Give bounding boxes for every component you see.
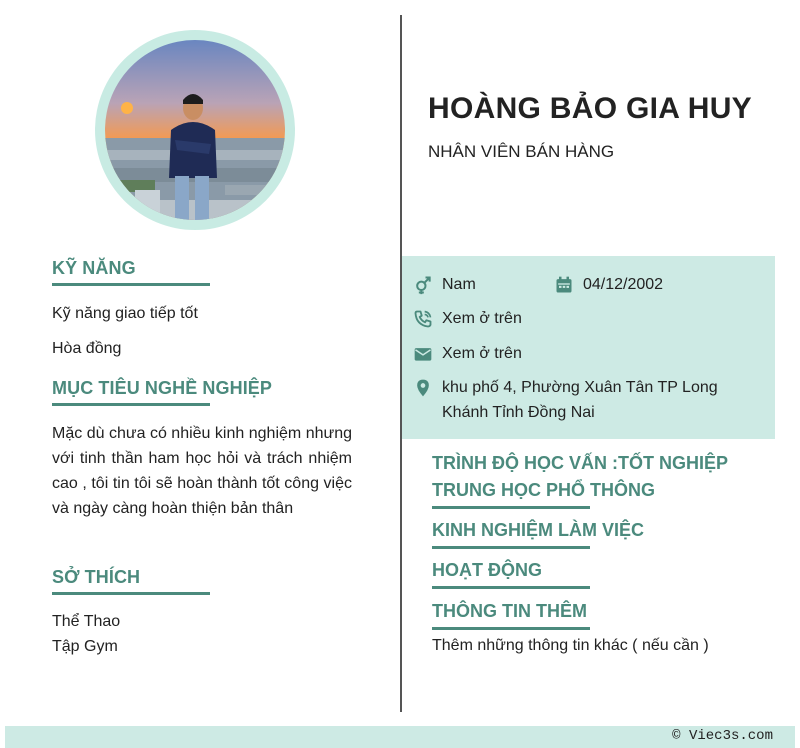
more-info-title: THÔNG TIN THÊM [432,598,587,628]
address-row [412,377,718,425]
email-value: Xem ở trên [442,345,522,362]
mail-icon [412,343,434,365]
education-section [432,450,752,507]
address-line-2: Khánh Tỉnh Đồng Nai [442,404,595,421]
hobby-item: Thể Thao [52,613,121,630]
experience-title: KINH NGHIỆM LÀM VIỆC [432,517,644,547]
gender-value: Nam [442,276,476,293]
experience-section [432,517,762,547]
hobby-item: Tập Gym [52,638,118,655]
skills-title: KỸ NĂNG [52,258,136,283]
hobbies-list [52,609,120,659]
location-icon [412,377,434,399]
education-title-line-1: TRÌNH ĐỘ HỌC VẤN :TỐT NGHIỆP [432,453,728,473]
birthday-row [553,274,663,297]
more-info-section [432,598,762,628]
skill-item: Kỹ năng giao tiếp tốt [52,305,198,322]
address-line-1: khu phố 4, Phường Xuân Tân TP Long [442,379,718,396]
career-goal-title: MỤC TIÊU NGHỀ NGHIỆP [52,378,272,403]
gender-row [412,274,476,297]
footer-credit: © Viec3s.com [672,728,773,744]
education-title [432,450,728,507]
education-title-line-2: TRUNG HỌC PHỔ THÔNG [432,480,655,500]
birthday-value: 04/12/2002 [583,276,664,293]
email-row [412,343,522,366]
skills-list [52,301,198,371]
more-info-text: Thêm những thông tin khác ( nếu cần ) [432,637,709,654]
phone-row [412,308,522,331]
hobbies-title: SỞ THÍCH [52,567,140,592]
address-value [442,375,718,425]
phone-value: Xem ở trên [442,310,522,327]
job-title: NHÂN VIÊN BÁN HÀNG [428,142,615,161]
activities-section [432,557,762,587]
candidate-name: HOÀNG BẢO GIA HUY [428,92,752,125]
avatar [95,30,295,230]
gender-icon [412,274,434,296]
calendar-icon [553,274,575,296]
activities-title: HOẠT ĐỘNG [432,557,542,587]
footer-bar [5,726,795,748]
contact-panel [402,256,775,439]
phone-icon [412,308,434,330]
skill-item: Hòa đồng [52,340,122,357]
avatar-photo [105,40,285,220]
career-goal-text: Mặc dù chưa có nhiều kinh nghiệm nhưng với tinh thần ham học hỏi và trách nhiệm cao , tôi tin tôi sẽ hoàn thành tốt công việc và ngày càng hoàn thiện bản thân [52,425,352,517]
